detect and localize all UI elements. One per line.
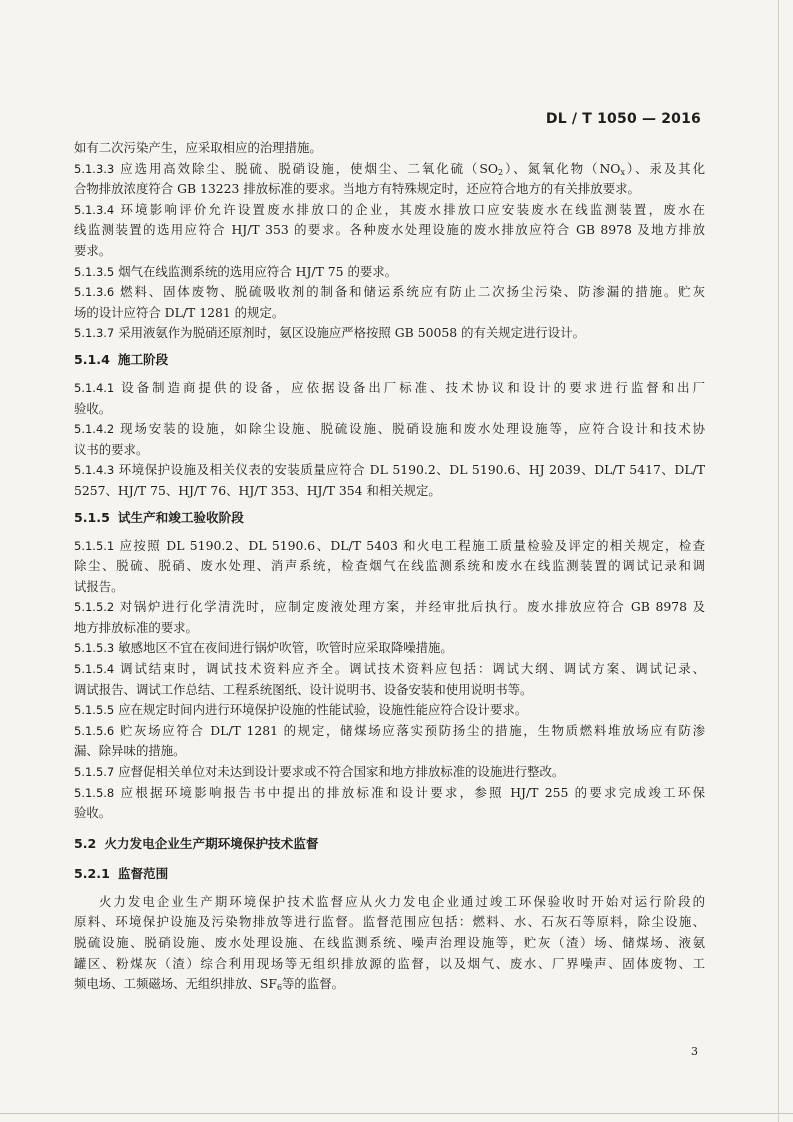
paragraph-5-2-1-line3: 脱硫设施、脱硝设施、废水处理设施、在线监测系统、噪声治理设施等，贮灰（渣）场、储煤场、液氨 <box>74 935 705 950</box>
clause-5-1-5-1-line3: 试报告。 <box>74 578 124 594</box>
page-right-edge <box>778 0 779 1122</box>
clause-5-1-5-8: 5.1.5.8 应根据环境影响报告书中提出的排放标准和设计要求，参照 HJ/T 255 的要求完成竣工环保 <box>74 784 705 800</box>
section-heading-5-2: 5.2 火力发电企业生产期环境保护技术监督 <box>74 835 319 851</box>
standard-code: DL / T 1050 — 2016 <box>545 111 701 127</box>
section-heading-5-2-1: 5.2.1 监督范围 <box>74 865 169 881</box>
clause-5-1-5-5: 5.1.5.5 应在规定时间内进行环境保护设施的性能试验，设施性能应符合设计要求。 <box>74 702 528 718</box>
clause-5-1-5-8-line2: 验收。 <box>74 805 112 821</box>
clause-5-1-4-1: 5.1.4.1 设备制造商提供的设备，应依据设备出厂标准、技术协议和设计的要求进行监督和出厂 <box>74 379 705 395</box>
section-heading-5-1-5: 5.1.5 试生产和竣工验收阶段 <box>74 509 244 525</box>
paragraph-5-2-1-line5: 频电场、工频磁场、无组织排放、$SF_6$等的监督。 <box>74 976 344 993</box>
clause-5-1-4-2-line2: 议书的要求。 <box>74 441 149 457</box>
clause-5-1-5-6: 5.1.5.6 贮灰场应符合 DL/T 1281 的规定，储煤场应落实预防扬尘的措施，生物质燃料堆放场应有防渗 <box>74 722 705 738</box>
clause-5-1-3-4: 5.1.3.4 环境影响评价允许设置废水排放口的企业，其废水排放口应安装废水在线监测装置，废水在 <box>74 201 705 217</box>
paragraph-5-2-1: 火力发电企业生产期环境保护技术监督应从火力发电企业通过竣工环保验收时开始对运行阶段的 <box>99 893 705 909</box>
clause-5-1-4-3: 5.1.4.3 环境保护设施及相关仪表的安装质量应符合 DL 5190.2、DL 5190.6、HJ 2039、DL/T 5417、DL/T <box>74 462 705 478</box>
clause-5-1-3-7: 5.1.3.7 采用液氨作为脱硝还原剂时，氨区设施应严格按照 GB 50058 的有关规定进行设计。 <box>74 325 585 341</box>
clause-5-1-3-6-line2: 场的设计应符合 DL/T 1281 的规定。 <box>74 304 285 320</box>
clause-5-1-4-3-line2: 5257、HJ/T 75、HJ/T 76、HJ/T 353、HJ/T 354 和相关规定。 <box>74 482 441 498</box>
clause-5-1-3-6: 5.1.3.6 燃料、固体废物、脱硫吸收剂的制备和储运系统应有防止二次扬尘污染、防渗漏的措施。贮灰 <box>74 284 705 300</box>
page-bottom-edge <box>0 1113 793 1114</box>
clause-5-1-5-4: 5.1.5.4 调试结束时，调试技术资料应齐全。调试技术资料应包括：调试大纲、调试方案、调试记录、 <box>74 661 705 677</box>
clause-5-1-3-4-line3: 要求。 <box>74 242 112 258</box>
paragraph-5-2-1-line4: 罐区、粉煤灰（渣）综合利用现场等无组织排放源的监督，以及烟气、废水、厂界噪声、固体废物、工 <box>74 955 705 971</box>
clause-5-1-4-2: 5.1.4.2 现场安装的设施，如除尘设施、脱硫设施、脱硝设施和废水处理设施等，应符合设计和技术协 <box>74 421 705 437</box>
clause-5-1-3-5: 5.1.3.5 烟气在线监测系统的选用应符合 HJ/T 75 的要求。 <box>74 263 398 279</box>
document-body <box>74 138 705 995</box>
section-heading-5-1-4: 5.1.4 施工阶段 <box>74 351 169 367</box>
clause-5-1-3-3: 5.1.3.3 应选用高效除尘、脱硫、脱硝设施，使烟尘、二氧化硫$(SO_2)$、氮氧化物$(NO_x)$、汞及其化 <box>74 160 705 177</box>
clause-5-1-5-7: 5.1.5.7 应督促相关单位对未达到设计要求或不符合国家和地方排放标准的设施进行整改。 <box>74 764 565 780</box>
clause-5-1-4-1-line2: 验收。 <box>74 400 112 416</box>
clause-5-1-5-6-line2: 漏、除异味的措施。 <box>74 743 186 759</box>
paragraph-continuation: 如有二次污染产生，应采取相应的治理措施。 <box>74 140 322 155</box>
page-number: 3 <box>691 1045 698 1058</box>
clause-5-1-3-4-line2: 线监测装置的选用应符合 HJ/T 353 的要求。各种废水处理设施的废水排放应符合 GB 8978 及地方排放 <box>74 222 705 238</box>
clause-5-1-3-3-line2: 合物排放浓度符合 GB 13223 排放标准的要求。当地方有特殊规定时，还应符合地方的有关排放要求。 <box>74 181 640 197</box>
clause-5-1-5-4-line2: 调试报告、调试工作总结、工程系统图纸、设计说明书、设备安装和使用说明书等。 <box>74 681 533 697</box>
clause-5-1-5-1: 5.1.5.1 应按照 DL 5190.2、DL 5190.6、DL/T 5403 和火电工程施工质量检验及评定的相关规定，检查 <box>74 537 705 553</box>
clause-5-1-5-2-line2: 地方排放标准的要求。 <box>74 619 198 635</box>
paragraph-5-2-1-line2: 原料、环境保护设施及污染物排放等进行监督。监督范围应包括：燃料、水、石灰石等原料，除尘设施、 <box>74 914 705 930</box>
clause-5-1-5-1-line2: 除尘、脱硫、脱硝、废水处理、消声系统，检查烟气在线监测系统和废水在线监测装置的调试记录和调 <box>74 558 705 574</box>
clause-5-1-5-3: 5.1.5.3 敏感地区不宜在夜间进行锅炉吹管，吹管时应采取降噪措施。 <box>74 640 453 656</box>
clause-5-1-5-2: 5.1.5.2 对锅炉进行化学清洗时，应制定废液处理方案，并经审批后执行。废水排放应符合 GB 8978 及 <box>74 599 705 615</box>
